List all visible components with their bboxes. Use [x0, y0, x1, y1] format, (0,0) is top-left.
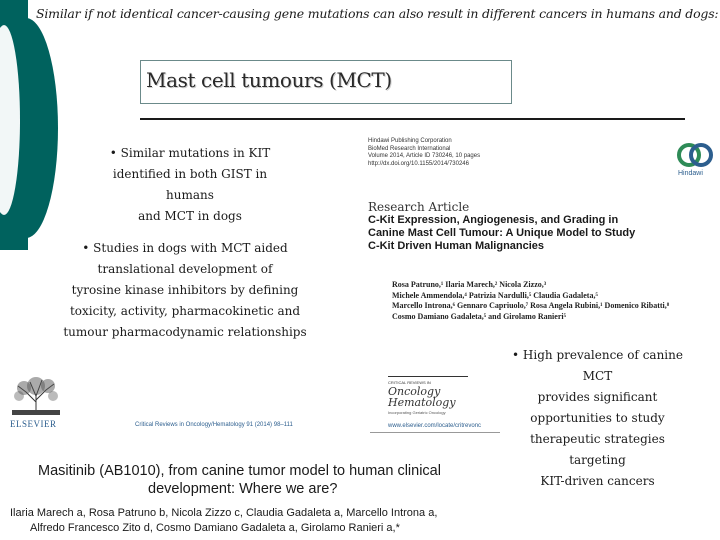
hindawi-logo-icon [676, 140, 714, 170]
article2-title [38, 462, 508, 498]
publisher-line: Hindawi Publishing Corporation [368, 138, 452, 144]
publisher-line: Volume 2014, Article ID 730246, 10 pages [368, 153, 481, 159]
elsevier-name: ELSEVIER [10, 419, 57, 429]
bullet-kit-mutations [90, 143, 290, 227]
journal-cover-rule [388, 376, 468, 377]
bullet-line: • Similar mutations in KIT [109, 146, 271, 160]
author-line: Alfredo Francesco Zito d, Cosmo Damiano Gadaleta a, Girolamo Ranieri a,* [30, 522, 400, 534]
slide-header: Similar if not identical cancer-causing gene mutations can also result in different cancers in humans and dogs: [36, 6, 719, 21]
bullet-line: identified in both GIST in humans [112, 167, 268, 202]
bullet-line: translational development of [97, 262, 273, 276]
title-line: C-Kit Driven Human Malignancies [368, 240, 545, 252]
bullet-line: provides significant [537, 390, 658, 404]
elsevier-tree-logo-icon [10, 372, 62, 416]
title-rule [140, 118, 685, 120]
article1-publisher-info [368, 138, 480, 168]
journal-cover-small-text: CRITICAL REVIEWS IN [388, 380, 431, 385]
article2-journal-reference: Critical Reviews in Oncology/Hematology 91 (2014) 98–111 [135, 422, 293, 428]
journal-url: www.elsevier.com/locate/critrevonc [388, 423, 482, 429]
bullet-line: KIT-driven cancers [540, 474, 655, 488]
title-line: Masitinib (AB1010), from canine tumor model to human clinical [38, 463, 441, 479]
publisher-line: BioMed Research International [368, 145, 451, 152]
bullet-line: MCT [582, 369, 613, 383]
publisher-line: http://dx.doi.org/10.1155/2014/730246 [368, 160, 469, 167]
article1-title [368, 214, 688, 253]
journal-divider [370, 432, 500, 433]
author-line: Rosa Patruno,¹ Ilaria Marech,² Nicola Zizzo,³ [392, 280, 547, 289]
bullet-line: • Studies in dogs with MCT aided [82, 241, 288, 255]
decorative-teal-shape [0, 0, 60, 250]
journal-name-line: Oncology [388, 385, 441, 398]
author-line: Marcello Introna,⁶ Gennaro Capriuolo,⁷ Rosa Angela Rubini,¹ Domenico Ribatti,⁸ [392, 301, 670, 310]
journal-cover-name [388, 386, 456, 408]
bullet-dog-studies [60, 238, 310, 343]
title-line: development: Where we are? [148, 481, 338, 497]
title-line: C-Kit Expression, Angiogenesis, and Grading in [368, 214, 619, 226]
bullet-line: and MCT in dogs [138, 209, 242, 223]
bullet-line: toxicity, activity, pharmacokinetic and [69, 304, 301, 318]
bullet-line: tyrosine kinase inhibitors by defining [71, 283, 299, 297]
journal-name-line: Hematology [388, 396, 456, 409]
bullet-line: tumour pharmacodynamic relationships [63, 325, 307, 339]
author-line: Michele Ammendola,⁴ Patrizia Nardulli,⁵ Claudia Gadaleta,⁵ [392, 290, 598, 300]
slide-title: Mast cell tumours (MCT) [146, 68, 392, 92]
journal-cover-tagline: Incorporating Geriatric Oncology [388, 410, 446, 415]
title-line: Canine Mast Cell Tumour: A Unique Model to Study [368, 227, 636, 239]
author-line: Ilaria Marech a, Rosa Patruno b, Nicola Zizzo c, Claudia Gadaleta a, Marcello Introna a, [10, 507, 438, 519]
bullet-line: therapeutic strategies targeting [530, 432, 665, 467]
bullet-canine-prevalence [505, 345, 690, 492]
bullet-line: opportunities to study [530, 411, 665, 425]
author-line: Cosmo Damiano Gadaleta,⁵ and Girolamo Ranieri⁵ [392, 311, 566, 321]
hindawi-logo-text: Hindawi [678, 170, 703, 177]
bullet-line: • High prevalence of canine [512, 348, 683, 362]
article1-authors [392, 280, 692, 322]
article1-label: Research Article [368, 200, 470, 214]
article2-authors [10, 506, 480, 536]
